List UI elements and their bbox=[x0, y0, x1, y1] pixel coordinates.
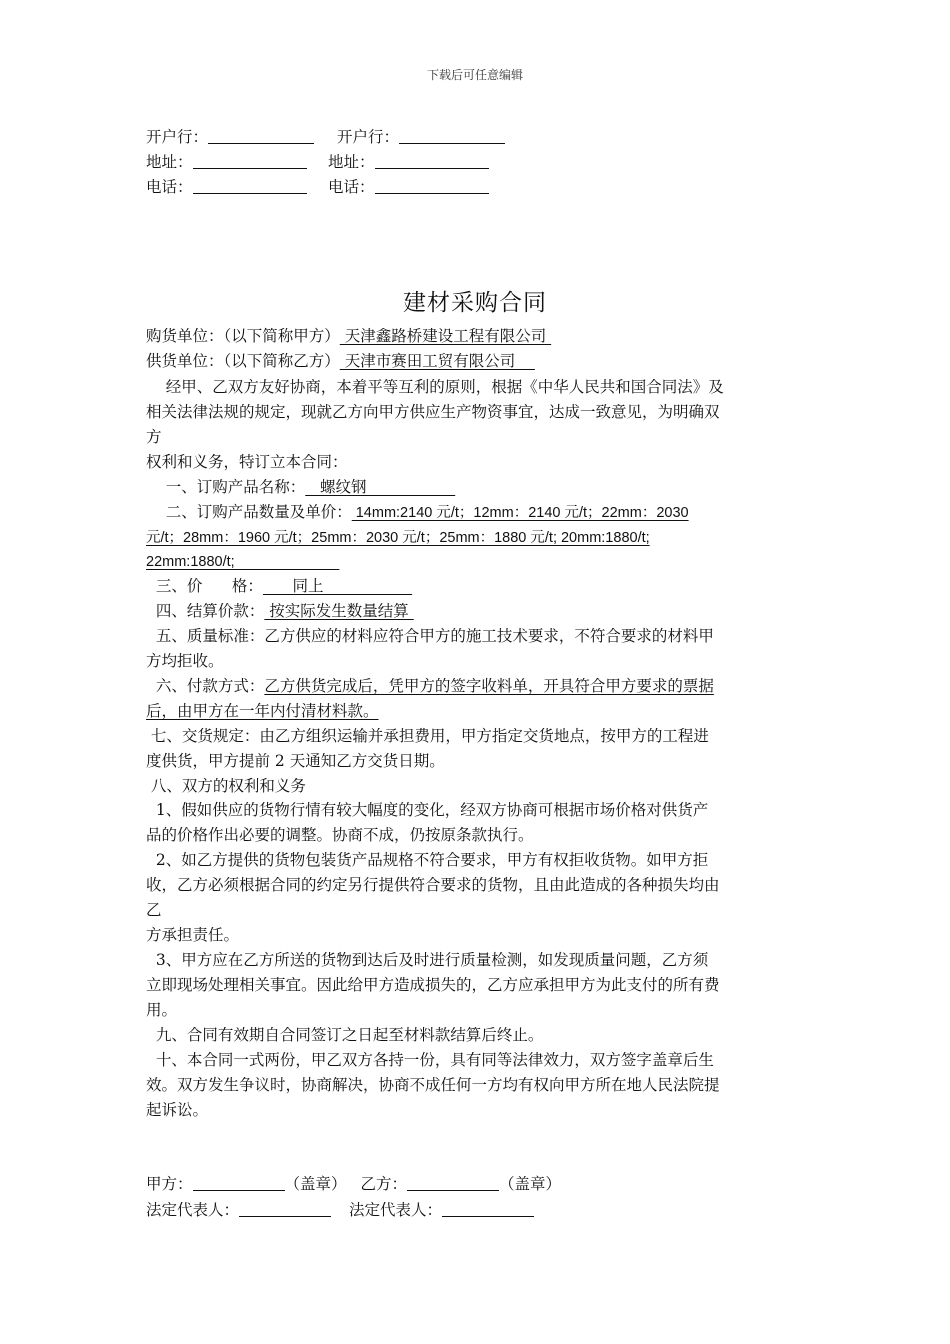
item8-title: 八、双方的权利和义务 bbox=[146, 777, 306, 795]
representative-row bbox=[146, 1200, 534, 1220]
item4-label: 四、结算价款： bbox=[146, 602, 265, 620]
bank-row-b bbox=[337, 127, 505, 147]
item3-line bbox=[146, 576, 412, 596]
item5-line-2: 方均拒收。 bbox=[146, 652, 224, 670]
item2-line-1 bbox=[146, 502, 689, 523]
item2-label: 二、订购产品数量及单价： bbox=[146, 503, 352, 521]
item2-value-3: 22mm:1880/t; bbox=[146, 554, 340, 570]
item10-line-2: 效。双方发生争议时，协商解决，协商不成任何一方均有权向甲方所在地人民法院提 bbox=[146, 1076, 720, 1094]
bank-label-a: 开户行： bbox=[146, 128, 209, 146]
phone-label-b: 电话： bbox=[328, 178, 375, 196]
supplier-line bbox=[146, 351, 535, 371]
party-a-label: 甲方： bbox=[146, 1175, 193, 1193]
buyer-line bbox=[146, 326, 551, 346]
item10-line-1: 十、本合同一式两份，甲乙双方各持一份，具有同等法律效力，双方签字盖章后生 bbox=[146, 1051, 714, 1069]
phone-label-a: 电话： bbox=[146, 178, 193, 196]
item3-label: 三、价 格： bbox=[146, 577, 263, 595]
item8-3-line-1: 3、甲方应在乙方所送的货物到达后及时进行质量检测，如发现质量问题，乙方须 bbox=[146, 951, 709, 969]
address-label-b: 地址： bbox=[328, 153, 375, 171]
item10-line-3: 起诉讼。 bbox=[146, 1101, 209, 1119]
item1-label: 一、订购产品名称： bbox=[146, 478, 306, 496]
phone-blank-b bbox=[375, 179, 489, 194]
item8-1-line-2: 品的价格作出必要的调整。协商不成，仍按原条款执行。 bbox=[146, 826, 534, 844]
buyer-label: 购货单位：（以下简称甲方） bbox=[146, 327, 340, 345]
header-note: 下载后可任意编辑 bbox=[426, 68, 523, 82]
rep-a-blank bbox=[239, 1202, 331, 1217]
item5-line-1: 五、质量标准：乙方供应的材料应符合甲方的施工技术要求，不符合要求的材料甲 bbox=[146, 627, 714, 645]
supplier-label: 供货单位：（以下简称乙方） bbox=[146, 352, 340, 370]
item1-line bbox=[146, 477, 455, 497]
phone-row-b bbox=[328, 177, 489, 197]
signature-row bbox=[146, 1174, 561, 1194]
address-blank-a bbox=[193, 154, 307, 169]
party-a-blank bbox=[193, 1176, 285, 1191]
item6-line-1 bbox=[146, 676, 714, 696]
party-b-label: 乙方： bbox=[360, 1175, 408, 1193]
intro-line-2: 相关法律法规的规定，现就乙方向甲方供应生产物资事宜，达成一致意见，为明确双 bbox=[146, 403, 720, 421]
item9-line: 九、合同有效期自合同签订之日起至材料款结算后终止。 bbox=[146, 1026, 544, 1044]
bank-label-b: 开户行： bbox=[337, 128, 400, 146]
address-row bbox=[146, 152, 307, 172]
phone-blank-a bbox=[193, 179, 307, 194]
seal-a: （盖章） bbox=[284, 1175, 347, 1193]
buyer-value: 天津鑫路桥建设工程有限公司 bbox=[339, 327, 552, 345]
item4-value: 按实际发生数量结算 bbox=[264, 602, 414, 620]
item2-value-2: 元/t；28mm：1960 元/t；25mm：2030 元/t；25mm：1880 元/t; 20mm:1880/t; bbox=[146, 530, 650, 546]
bank-blank-b bbox=[399, 129, 505, 144]
item2-line-3 bbox=[146, 551, 339, 572]
intro-line-4: 权利和义务，特订立本合同： bbox=[146, 453, 348, 471]
item7-line-2: 度供货，甲方提前 2 天通知乙方交货日期。 bbox=[146, 752, 445, 770]
rep-a-label: 法定代表人： bbox=[146, 1201, 240, 1219]
item6-value-1: 乙方供货完成后，凭甲方的签字收料单，开具符合甲方要求的票据 bbox=[264, 677, 714, 695]
intro-line-3: 方 bbox=[146, 428, 162, 446]
rep-b-blank bbox=[442, 1202, 534, 1217]
item6-label: 六、付款方式： bbox=[146, 677, 265, 695]
item8-2-line-3: 乙 bbox=[146, 901, 162, 919]
address-row-b bbox=[328, 152, 489, 172]
item3-value: 同上 bbox=[262, 577, 413, 595]
contract-title: 建材采购合同 bbox=[403, 290, 547, 316]
item7-line-1: 七、交货规定：由乙方组织运输并承担费用，甲方指定交货地点，按甲方的工程进 bbox=[146, 727, 709, 745]
item4-line bbox=[146, 601, 414, 621]
party-b-blank bbox=[407, 1176, 499, 1191]
seal-b: （盖章） bbox=[499, 1175, 562, 1193]
item2-value-1: 14mm:2140 元/t；12mm：2140 元/t；22mm：2030 bbox=[351, 505, 689, 521]
intro-line-1: 经甲、乙双方友好协商，本着平等互利的原则，根据《中华人民共和国合同法》及 bbox=[146, 378, 724, 396]
item8-3-line-3: 用。 bbox=[146, 1001, 178, 1019]
item1-value: 螺纹钢 bbox=[305, 478, 456, 496]
item8-1-line-1: 1、假如供应的货物行情有较大幅度的变化，经双方协商可根据市场价格对供货产 bbox=[146, 801, 709, 819]
address-blank-b bbox=[375, 154, 489, 169]
item2-line-2 bbox=[146, 527, 650, 548]
item6-value-2: 后，由甲方在一年内付清材料款。 bbox=[146, 702, 379, 720]
bank-row bbox=[146, 127, 314, 147]
bank-blank-a bbox=[208, 129, 314, 144]
address-label-a: 地址： bbox=[146, 153, 193, 171]
item8-3-line-2: 立即现场处理相关事宜。因此给甲方造成损失的，乙方应承担甲方为此支付的所有费 bbox=[146, 976, 720, 994]
phone-row bbox=[146, 177, 307, 197]
rep-b-label: 法定代表人： bbox=[349, 1201, 443, 1219]
item6-line-2 bbox=[146, 701, 379, 721]
item8-2-line-2: 收，乙方必须根据合同的约定另行提供符合要求的货物，且由此造成的各种损失均由 bbox=[146, 876, 720, 894]
item8-2-line-1: 2、如乙方提供的货物包装货产品规格不符合要求，甲方有权拒收货物。如甲方拒 bbox=[146, 851, 709, 869]
item8-2-line-4: 方承担责任。 bbox=[146, 926, 240, 944]
supplier-value: 天津市赛田工贸有限公司 bbox=[339, 352, 535, 370]
